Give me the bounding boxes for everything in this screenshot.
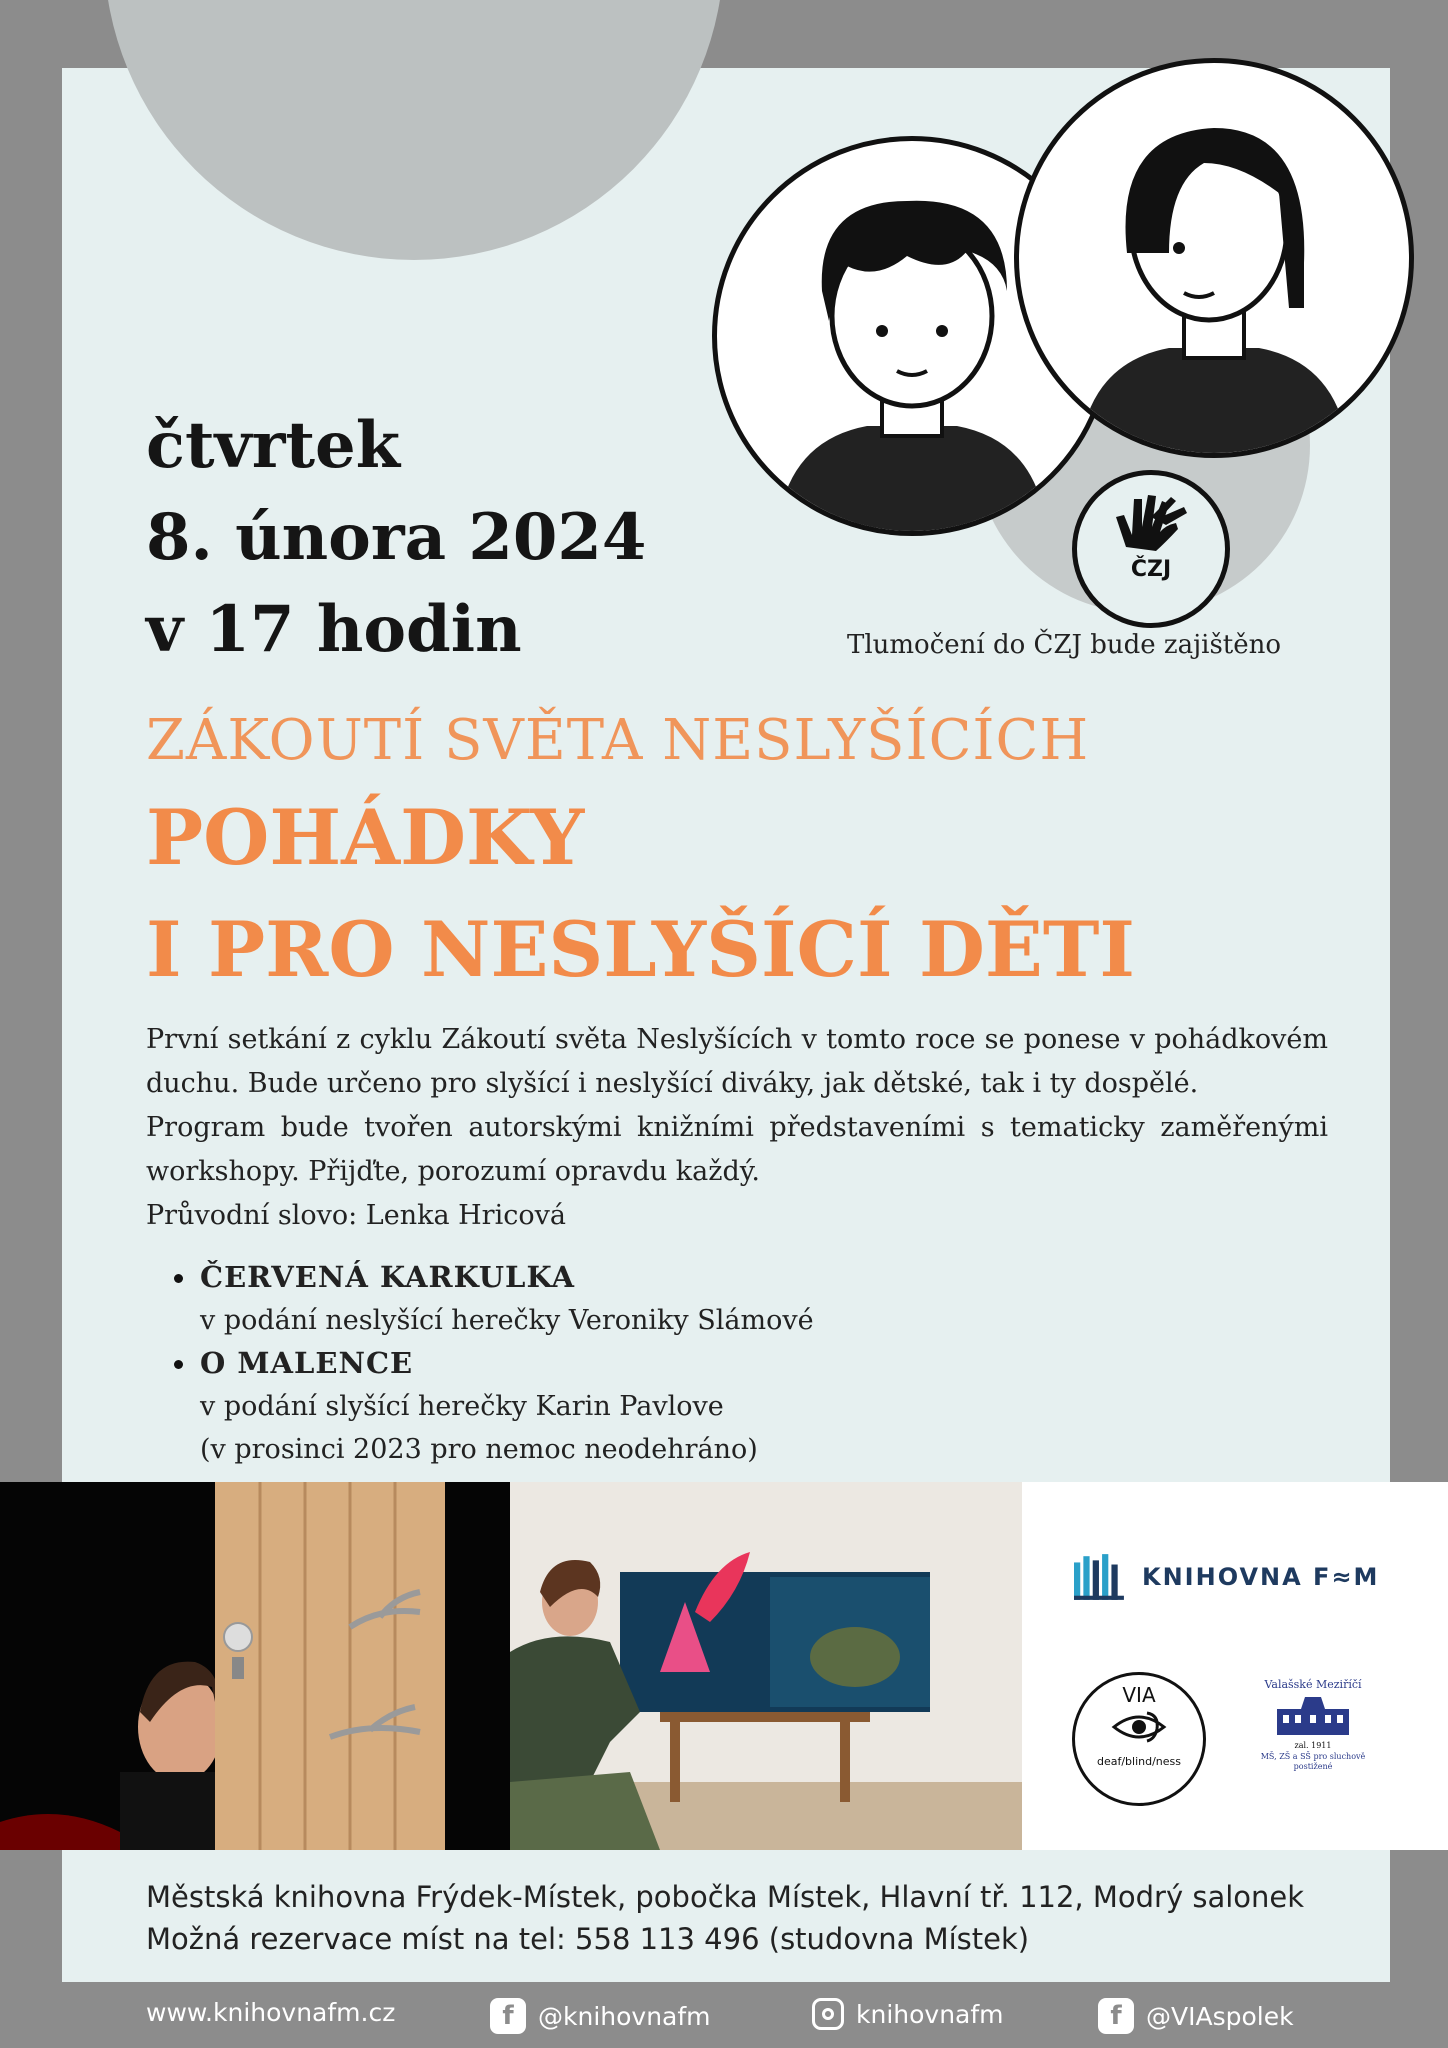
school-logo-year: zal. 1911 [1294,1741,1332,1750]
school-building-icon [1273,1697,1353,1737]
instagram-handle: knihovnafm [856,1999,1004,2029]
website-text: www.knihovnafm.cz [146,1998,396,2027]
library-logo [1074,1554,1379,1600]
description [146,1018,1328,1238]
address-block [146,1876,1304,1960]
program-list [170,1256,814,1471]
address-line: Městská knihovna Frýdek-Místek, pobočka Místek, Hlavní tř. 112, Modrý salonek [146,1880,1305,1914]
title-line2: I PRO NESLYŠÍCÍ DĚTI [146,905,1135,994]
instagram-link[interactable] [812,1998,1004,2030]
interpretation-note: Tlumočení do ČZJ bude zajištěno [847,630,1282,660]
program-item [170,1256,814,1342]
school-logo-bottom: MŠ, ZŠ a SŠ pro sluchově postižené [1260,1752,1366,1771]
program-item-line: v podání slyšící herečky Karin Pavlove [200,1391,724,1422]
footer [0,1982,1448,2048]
description-p3: Průvodní slovo: Lenka Hricová [146,1200,566,1231]
description-p1: První setkání z cyklu Zákoutí světa Neslyšících v tomto roce se ponese v pohádkovém duchu. Bude určeno pro slyšící i neslyšící diváky, jak dětské, tak i ty dospělé. [146,1024,1328,1099]
facebook-handle: @knihovnafm [538,2001,711,2031]
library-logo-text: KNIHOVNA F≈M [1142,1563,1380,1591]
via-logo [1072,1672,1206,1806]
school-logo-top: Valašské Meziříčí [1264,1678,1362,1691]
event-date: 8. února 2024 [146,500,647,575]
photo-red-riding-hood [0,1482,510,1850]
program-item-note: (v prosinci 2023 pro nemoc neodehráno) [200,1434,758,1465]
school-logo [1247,1670,1379,1802]
facebook-handle: @VIAspolek [1146,2001,1294,2031]
program-item-title: O MALENCE [200,1346,414,1380]
czj-label: ČZJ [1130,557,1172,582]
facebook-link-via[interactable] [1098,1998,1294,2034]
description-p2: Program bude tvořen autorskými knižními představeními s tematicky zaměřenými workshopy. Přijďte, porozumí opravdu každý. [146,1112,1328,1187]
program-item [170,1342,814,1471]
facebook-icon: f [490,1998,526,2034]
library-books-icon [1074,1554,1126,1600]
title-line1: POHÁDKY [146,793,585,882]
program-item-line: v podání neslyšící herečky Veroniky Slámové [200,1305,814,1336]
instagram-icon [812,1998,844,2030]
facebook-icon: f [1098,1998,1134,2034]
reservation-line: Možná rezervace míst na tel: 558 113 496 (studovna Místek) [146,1922,1030,1956]
woman-straight-avatar-icon [1014,58,1414,458]
sign-language-hands-icon [1106,487,1196,557]
series-title: ZÁKOUTÍ SVĚTA NESLYŠÍCÍCH [146,708,1090,773]
program-item-title: ČERVENÁ KARKULKA [200,1260,575,1294]
website-link[interactable] [146,1998,395,2027]
event-day: čtvrtek [146,408,401,483]
facebook-link-knihovna[interactable] [490,1998,711,2034]
via-logo-text: VIA [1122,1683,1156,1707]
photo-thumbelina [510,1482,1022,1850]
czj-badge [1072,470,1230,628]
partner-logos [1022,1482,1448,1850]
via-logo-subtext: deaf/blind/ness [1096,1755,1182,1768]
event-time: v 17 hodin [146,592,522,667]
ear-eye-icon [1109,1707,1169,1747]
